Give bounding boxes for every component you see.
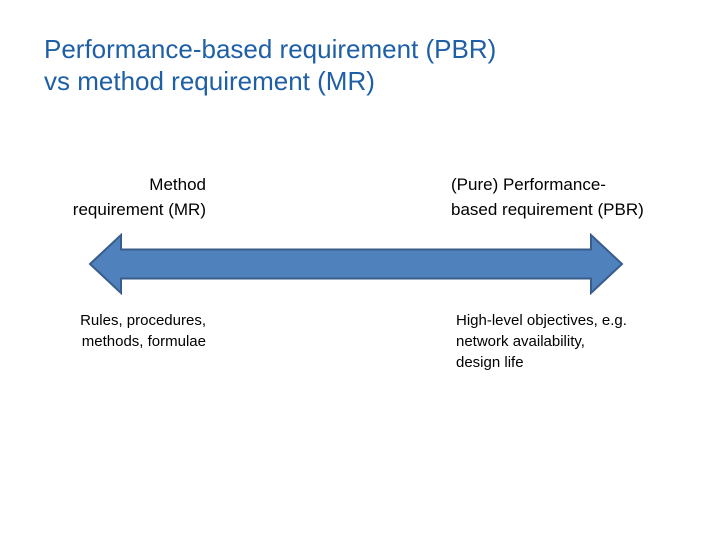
arrow-shape xyxy=(90,235,622,293)
performance-requirement-label xyxy=(451,172,713,222)
method-requirement-label-line-2: requirement (MR) xyxy=(72,200,206,219)
method-requirement-description xyxy=(30,310,206,352)
double-headed-arrow-icon xyxy=(88,233,624,295)
slide-title-line-2: vs method requirement (MR) xyxy=(44,66,375,96)
method-requirement-label xyxy=(10,172,206,222)
performance-requirement-label-line-1: (Pure) Performance- xyxy=(451,175,606,194)
slide-title-line-1: Performance-based requirement (PBR) xyxy=(44,34,497,64)
performance-requirement-description xyxy=(456,310,696,373)
performance-requirement-description-line-1: High-level objectives, e.g. xyxy=(456,312,627,329)
performance-requirement-description-line-2: network availability, xyxy=(456,333,585,350)
method-requirement-label-line-1: Method xyxy=(149,175,206,194)
slide-title xyxy=(44,33,694,97)
performance-requirement-description-line-3: design life xyxy=(456,354,524,371)
method-requirement-description-line-2: methods, formulae xyxy=(81,333,206,350)
performance-requirement-label-line-2: based requirement (PBR) xyxy=(451,200,644,219)
method-requirement-description-line-1: Rules, procedures, xyxy=(80,312,206,329)
